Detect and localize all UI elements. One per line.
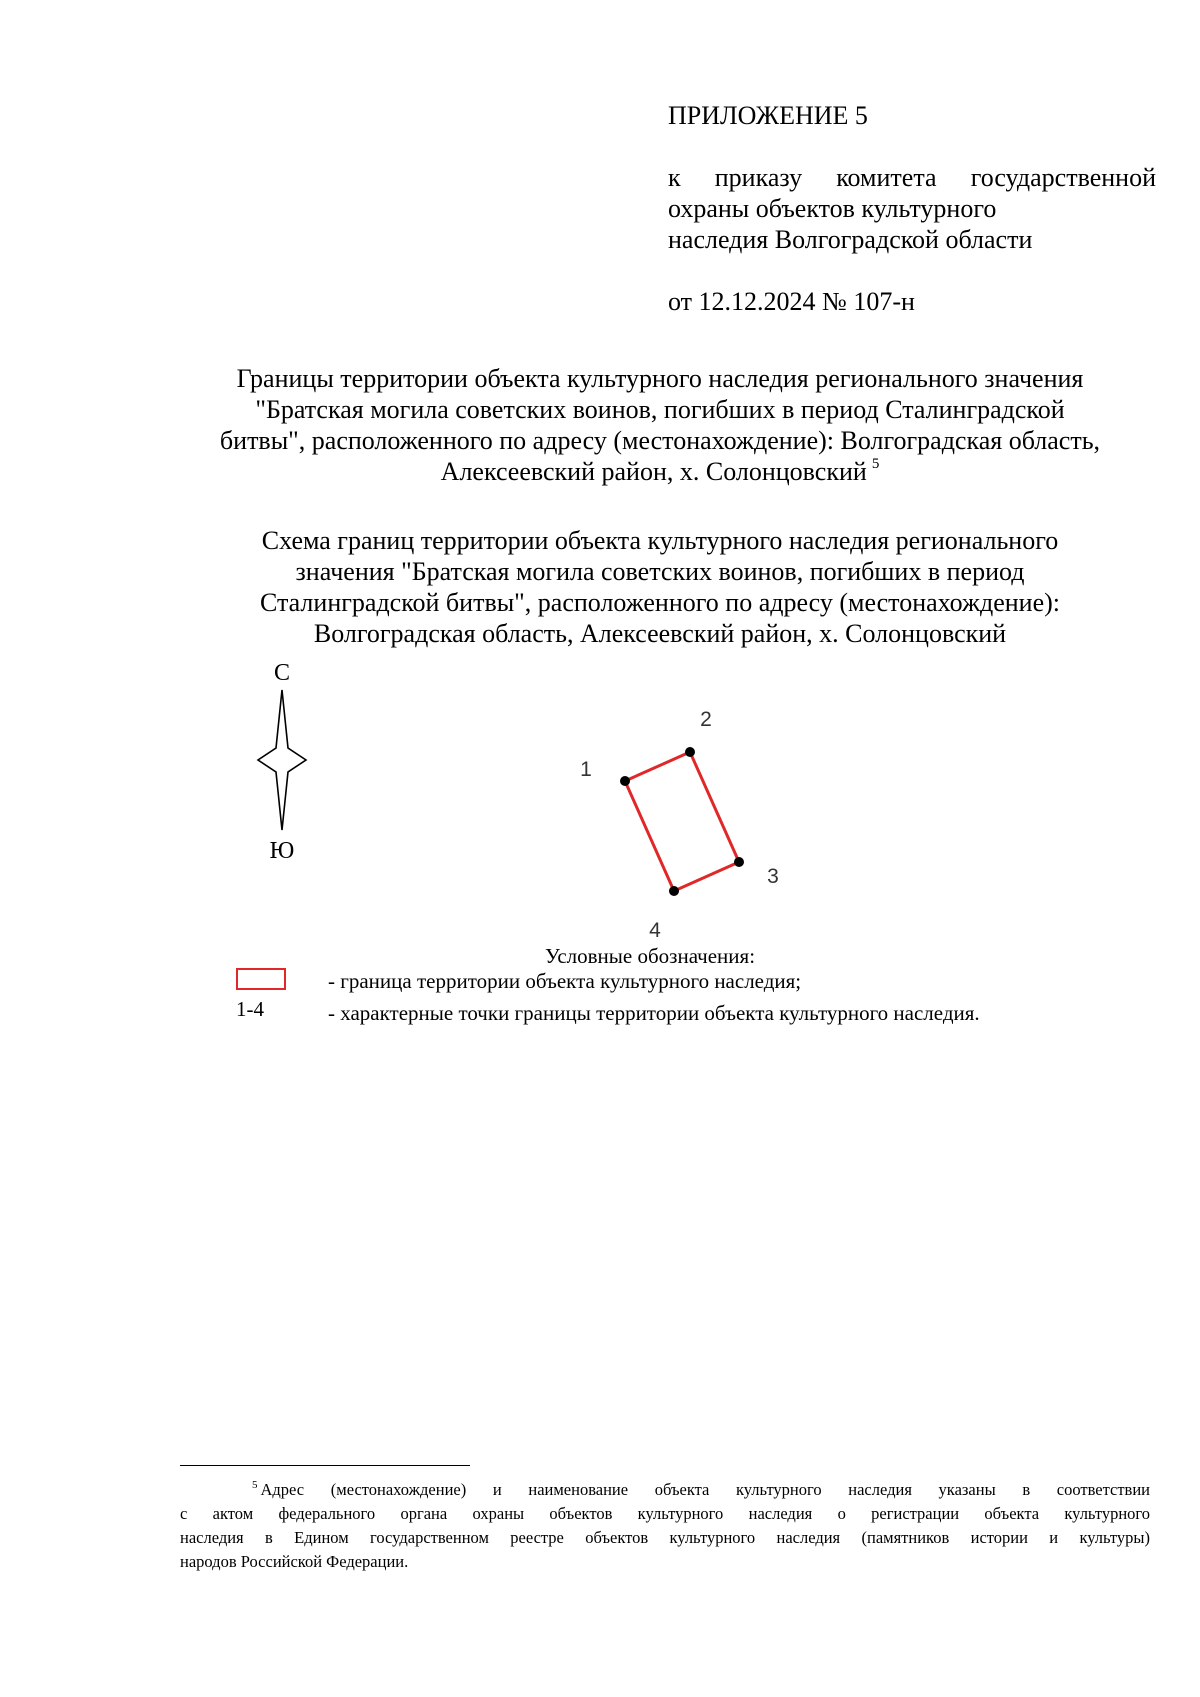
boundary-point-label-2: 2 (700, 708, 712, 731)
scheme-line-4: Волгоградская область, Алексеевский район, х. Солонцовский (313, 619, 1007, 648)
boundary-scheme-map (0, 640, 1200, 950)
boundary-point-1 (620, 776, 630, 786)
boundary-point-label-1: 1 (580, 758, 592, 781)
legend-item-points: - характерные точки границы территории объекта культурного наследия. (328, 1001, 980, 1025)
scheme-heading (160, 525, 1160, 649)
compass-north-label: С (273, 660, 291, 686)
title-line-1: Границы территории объекта культурного наследия регионального значения (236, 364, 1084, 393)
title-line-4: Алексеевский район, х. Солонцовский $^5$ (440, 456, 880, 486)
scheme-line-2: значения "Братская могила советских воинов, погибших в период (295, 557, 1025, 586)
north-arrow-icon (258, 690, 306, 830)
footnote-line-4: народов Российской Федерации. (180, 1552, 409, 1571)
compass-rose (258, 660, 306, 864)
scheme-line-1: Схема границ территории объекта культурного наследия регионального (261, 526, 1059, 555)
appendix-title: ПРИЛОЖЕНИЕ 5 (668, 101, 868, 130)
title-line-3: битвы", расположенного по адресу (местонахождение): Волгоградская область, (219, 426, 1101, 455)
boundary-point-3 (734, 857, 744, 867)
boundary-point-label-3: 3 (767, 865, 779, 888)
footnote-separator (180, 1465, 470, 1466)
legend-item-boundary: - граница территории объекта культурного наследия; (328, 969, 802, 993)
appendix-header (668, 100, 1156, 317)
boundary-point-2 (685, 747, 695, 757)
footnote-line-2: с актом федерального органа охраны объектов культурного наследия о регистрации объекта культурного (180, 1504, 1150, 1523)
footnote-line-1: $^5$ Адрес (местонахождение) и наименование объекта культурного наследия указаны в соответствии (252, 1479, 1150, 1499)
legend-points-range: 1-4 (236, 997, 264, 1021)
document-title (160, 363, 1160, 487)
legend-title: Условные обозначения: (545, 944, 756, 968)
boundary-point-label-4: 4 (649, 919, 661, 942)
footnote-mark: 5 (252, 1479, 258, 1491)
order-ref-line-1: к приказу комитета государственной (668, 163, 1156, 192)
footnote-line-3: наследия в Едином государственном реестре объектов культурного наследия (памятников истории и культуры) (180, 1528, 1150, 1547)
order-ref-line-3: наследия Волгоградской области (668, 225, 1033, 254)
title-line-2: "Братская могила советских воинов, погибших в период Сталинградской (255, 395, 1065, 424)
footnote-reference[interactable]: 5 (871, 456, 880, 472)
boundary-point-4 (669, 886, 679, 896)
order-date-number: от 12.12.2024 № 107-н (668, 287, 915, 316)
scheme-line-3: Сталинградской битвы", расположенного по адресу (местонахождение): (259, 588, 1061, 617)
boundary-polygon (625, 752, 739, 891)
footnote (180, 1478, 1150, 1574)
compass-south-label: Ю (269, 838, 295, 864)
order-ref-line-2: охраны объектов культурного (668, 194, 997, 223)
legend-boundary-swatch (236, 968, 286, 990)
